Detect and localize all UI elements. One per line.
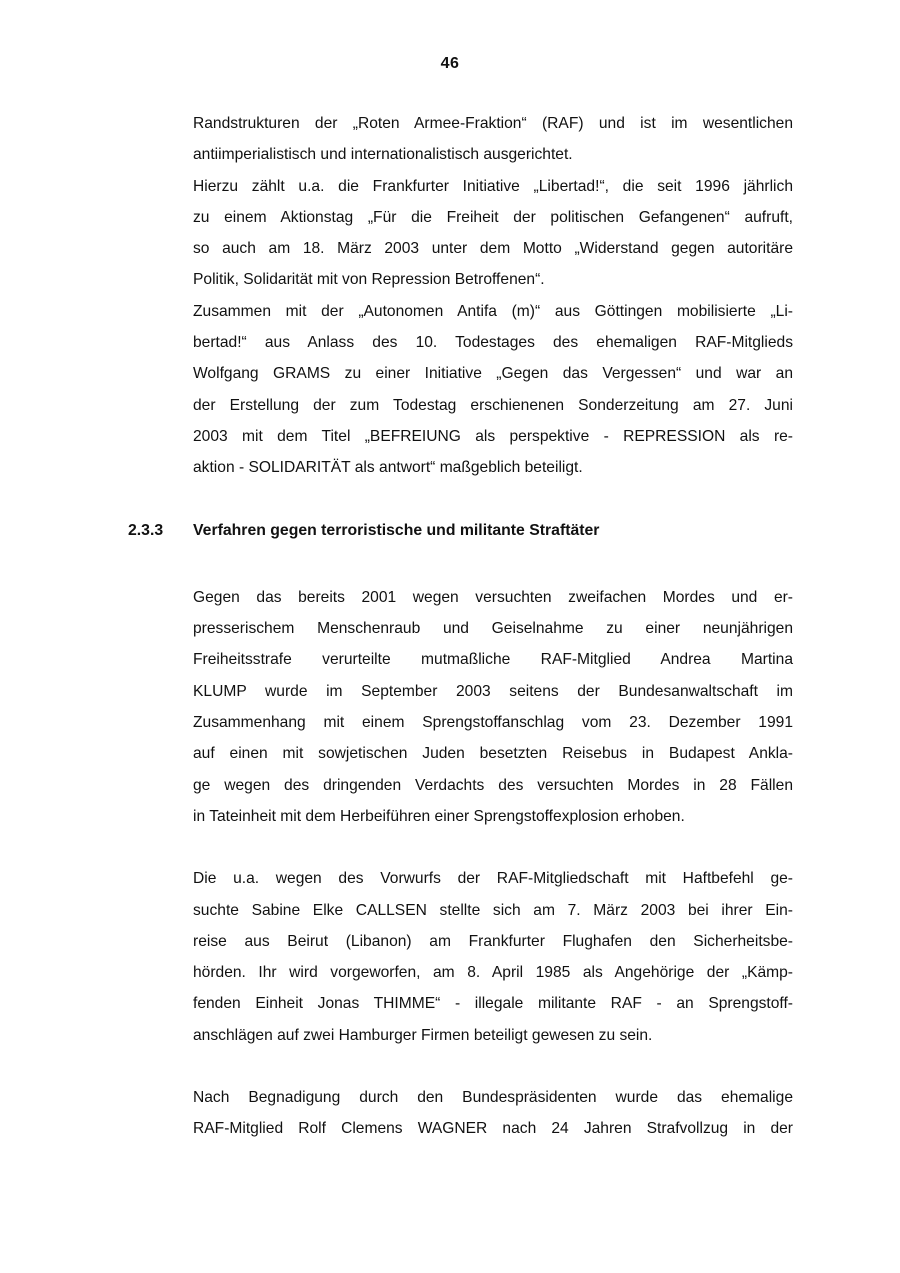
text-line: aktion - SOLIDARITÄT als antwort“ maßgeblich beteiligt. bbox=[193, 459, 583, 477]
text-line: Freiheitsstrafe verurteilte mutmaßliche RAF-Mitglied Andrea Martina bbox=[193, 651, 793, 669]
paragraph-klump bbox=[193, 582, 793, 832]
text-line: 2003 mit dem Titel „BEFREIUNG als perspektive - REPRESSION als re- bbox=[193, 427, 793, 445]
paragraph-raf-structures bbox=[193, 108, 793, 484]
text-line: Randstrukturen der „Roten Armee-Fraktion“ (RAF) und ist im wesentlichen bbox=[193, 115, 793, 132]
text-line: bertad!“ aus Anlass des 10. Todestages des ehemaligen RAF-Mitglieds bbox=[193, 334, 793, 352]
text-line: Politik, Solidarität mit von Repression Betroffenen“. bbox=[193, 271, 545, 289]
text-line: Zusammenhang mit einem Sprengstoffanschlag vom 23. Dezember 1991 bbox=[193, 714, 793, 732]
document-body bbox=[128, 108, 793, 1145]
text-line: RAF-Mitglied Rolf Clemens WAGNER nach 24 Jahren Strafvollzug in der bbox=[193, 1120, 793, 1138]
text-line: Zusammen mit der „Autonomen Antifa (m)“ aus Göttingen mobilisierte „Li- bbox=[193, 302, 793, 320]
text-line: Wolfgang GRAMS zu einer Initiative „Gegen das Vergessen“ und war an bbox=[193, 365, 793, 383]
text-line: presserischem Menschenraub und Geiselnahme zu einer neunjährigen bbox=[193, 620, 793, 638]
text-line: ge wegen des dringenden Verdachts des versuchten Mordes in 28 Fällen bbox=[193, 776, 793, 794]
text-line: suchte Sabine Elke CALLSEN stellte sich am 7. März 2003 bei ihrer Ein- bbox=[193, 901, 793, 919]
text-line: KLUMP wurde im September 2003 seitens der Bundesanwaltschaft im bbox=[193, 682, 793, 700]
page-number: 46 bbox=[440, 55, 460, 72]
text-line: fenden Einheit Jonas THIMME“ - illegale militante RAF - an Sprengstoff- bbox=[193, 995, 793, 1013]
text-line: hörden. Ihr wird vorgeworfen, am 8. April 1985 als Angehörige der „Kämp- bbox=[193, 964, 793, 982]
heading-number: 2.3.3 bbox=[128, 521, 164, 539]
text-line: der Erstellung der zum Todestag erschienenen Sonderzeitung am 27. Juni bbox=[193, 396, 793, 414]
text-line: antiimperialistisch und internationalistisch ausgerichtet. bbox=[193, 146, 573, 164]
text-line: Nach Begnadigung durch den Bundespräsidenten wurde das ehemalige bbox=[193, 1089, 793, 1107]
heading-text: Verfahren gegen terroristische und militante Straftäter bbox=[193, 521, 600, 539]
text-line: zu einem Aktionstag „Für die Freiheit der politischen Gefangenen“ aufruft, bbox=[193, 208, 793, 226]
text-line: auf einen mit sowjetischen Juden besetzten Reisebus in Budapest Ankla- bbox=[193, 745, 793, 763]
text-line: in Tateinheit mit dem Herbeiführen einer Sprengstoffexplosion erhoben. bbox=[193, 807, 685, 825]
text-line: Hierzu zählt u.a. die Frankfurter Initiative „Libertad!“, die seit 1996 jährlich bbox=[193, 177, 793, 195]
text-line: so auch am 18. März 2003 unter dem Motto „Widerstand gegen autoritäre bbox=[193, 240, 793, 258]
text-line: reise aus Beirut (Libanon) am Frankfurter Flughafen den Sicherheitsbe- bbox=[193, 932, 793, 950]
paragraph-wagner bbox=[193, 1082, 793, 1145]
text-line: anschlägen auf zwei Hamburger Firmen beteiligt gewesen zu sein. bbox=[193, 1026, 653, 1044]
text-line: Die u.a. wegen des Vorwurfs der RAF-Mitgliedschaft mit Haftbefehl ge- bbox=[193, 870, 793, 888]
paragraph-callsen bbox=[193, 863, 793, 1051]
text-line: Gegen das bereits 2001 wegen versuchten zweifachen Mordes und er- bbox=[193, 588, 793, 606]
section-heading-2-3-3 bbox=[128, 515, 793, 546]
